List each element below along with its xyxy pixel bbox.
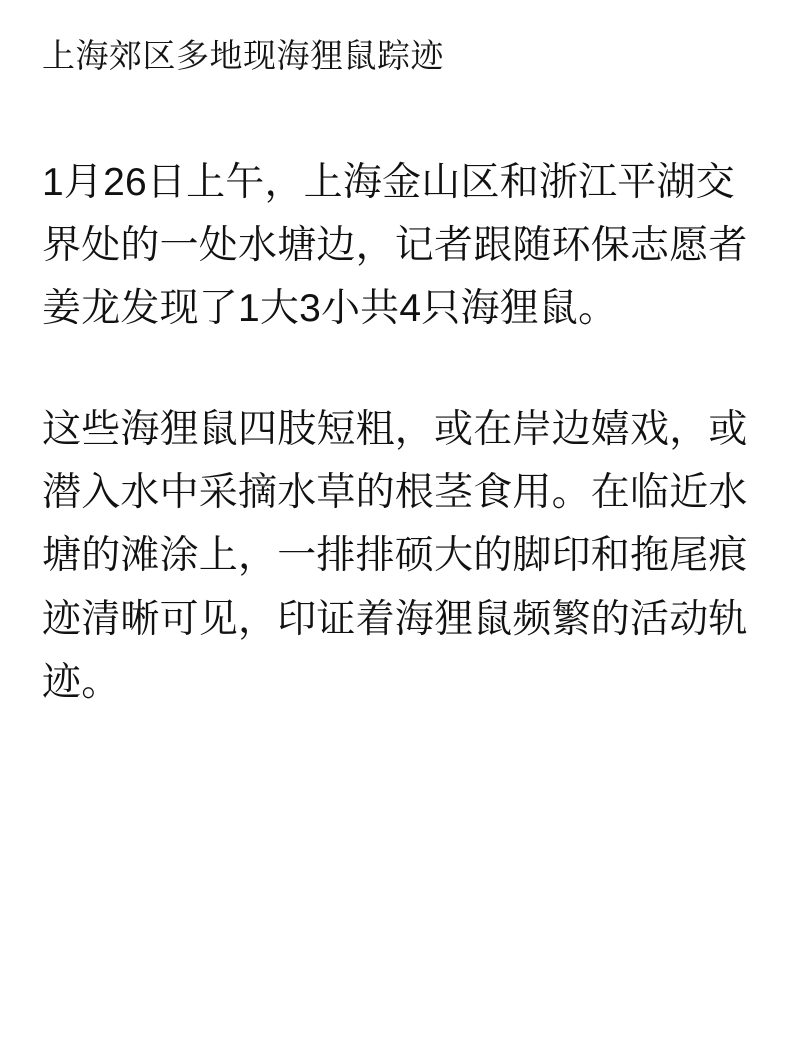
article-paragraph-2: 这些海狸鼠四肢短粗，或在岸边嬉戏，或潜入水中采摘水草的根茎食用。在临近水塘的滩涂上，一排排硕大的脚印和拖尾痕迹清晰可见，印证着海狸鼠频繁的活动轨迹。 <box>42 408 748 704</box>
article-paragraph-1: 1月26日上午，上海金山区和浙江平湖交界处的一处水塘边，记者跟随环保志愿者姜龙发现了1大3小共4只海狸鼠。 <box>42 160 748 330</box>
page-title: 上海郊区多地现海狸鼠踪迹 <box>42 37 444 74</box>
title-body-spacer <box>42 79 760 151</box>
paragraph-spacer <box>42 340 760 398</box>
